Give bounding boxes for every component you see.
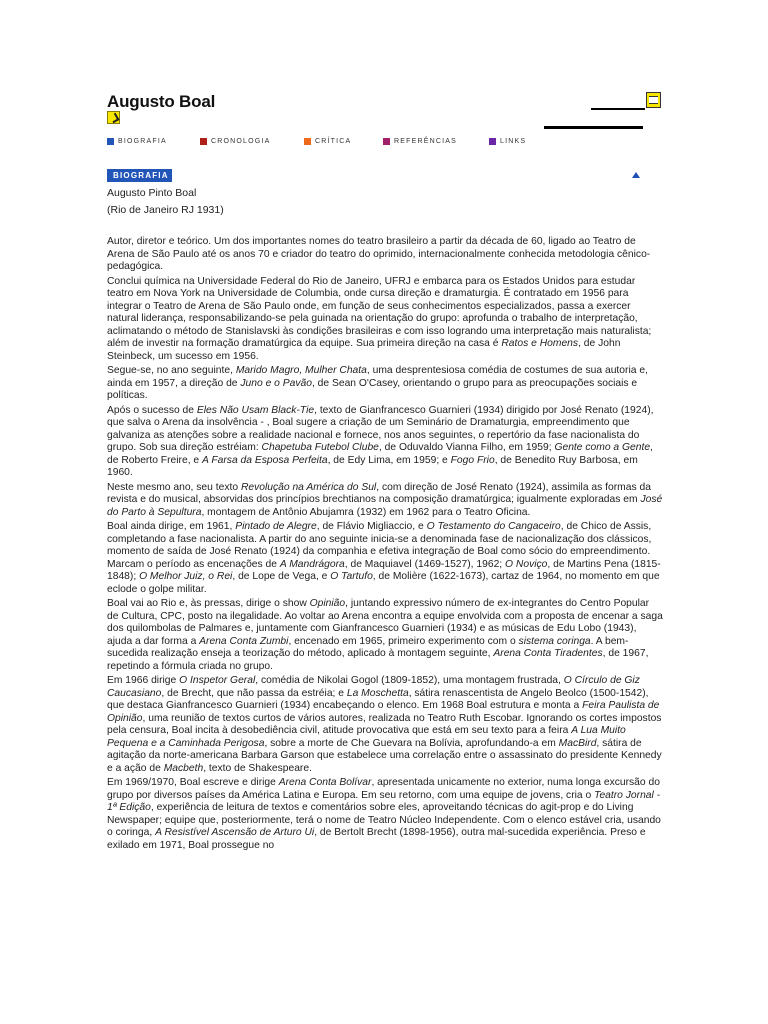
text-run: Conclui química na Universidade Federal do Rio de Janeiro, UFRJ e embarca para os Estados Unidos para estudar teatro em Nova York na Universidade de Columbia, onde cursa direção e dramaturgia. É contratado em 1956 para integrar o Teatro de Arena de São Paulo onde, em função de seus conhecimentos especializados, passa a exercer natural liderança, responsabilizando-se pela guinada na orientação do grupo: aprofunda o trabalho de interpretação, aclimatando o método de Stanislavski às condições brasileiras e com isso logrando uma interpretação mais naturalista; além de investir na formação dramatúrgica da equipe. Sua primeira direção na casa é (107, 275, 652, 349)
biography-paragraph (107, 365, 663, 403)
text-run: Autor, diretor e teórico. Um dos importantes nomes do teatro brasileiro a partir da década de 60, ligado ao Teatro de Arena de São Paulo até os anos 70 e criador do teatro do oprimido, internacionalmente conhecida metodologia cênico-pedagógica. (107, 236, 651, 272)
work-title: Pintado de Alegre (235, 521, 317, 532)
text-run: Após o sucesso de (107, 404, 197, 416)
work-title: Fogo Frio (450, 454, 495, 466)
nav-square-icon (200, 138, 207, 145)
biography-paragraph (107, 598, 663, 673)
work-title: José do Parto à Sepultura (107, 494, 663, 518)
text-run: Boal ainda dirige, em 1961, (107, 521, 236, 532)
work-title: A Lua Muito Pequena e a Caminhada Perigosa (107, 725, 626, 749)
print-icon[interactable] (646, 92, 661, 108)
text-run: , de John Steinbeck, um sucesso em 1956. (107, 338, 621, 362)
text-run: , juntando expressivo número de ex-integrantes do Centro Popular de Cultura, CPC, posto na ilegalidade. Ao voltar ao Arena encontra a equipe envolvida com a proposta de encenar a saga dos quilombolas de Palmares e, juntamente com Gianfrancesco Guarnieri (1934) e as músicas de Edu Lobo (1943), ajuda a dar forma a (107, 598, 663, 647)
work-title: sistema coringa (518, 635, 591, 647)
text-run: Boal vai ao Rio e, às pressas, dirige o show (107, 598, 310, 609)
text-run: Em 1969/1970, Boal escreve e dirige (107, 777, 279, 788)
nav-label: REFERÊNCIAS (394, 137, 457, 145)
text-run: , de 1967, repetindo a fórmula criada no grupo. (107, 648, 649, 672)
text-run: Em 1966 dirige (107, 675, 180, 686)
work-title: O Círculo de Giz Caucasiano (107, 675, 640, 699)
biography-paragraph (107, 777, 663, 852)
text-run: , de Molière (1622-1673), cartaz de 1964, no momento em que eclode o golpe militar. (107, 571, 660, 595)
work-title: Arena Conta Bolívar (278, 777, 372, 788)
work-title: A Farsa da Esposa Perfeita (202, 454, 328, 466)
text-run: , encenado em 1965, primeiro experimento com o (288, 635, 519, 647)
work-title: Arena Conta Zumbi (199, 635, 289, 647)
nav-label: LINKS (500, 137, 527, 145)
section-label: BIOGRAFIA (113, 171, 169, 180)
text-run: , de Edy Lima, em 1959; e (327, 454, 451, 466)
text-run: , de Bertolt Brecht (1898-1956), outra mal-sucedida experiência. Preso e exilado em 1971, Boal prossegue no (107, 827, 646, 851)
section-nav (0, 135, 768, 147)
text-run: Segue-se, no ano seguinte, (107, 365, 236, 376)
nav-item-cronologia[interactable] (200, 135, 270, 147)
header-divider (591, 108, 645, 110)
biography-paragraph (107, 482, 663, 520)
back-to-top-arrow-icon[interactable] (632, 172, 640, 178)
text-run: , sátira renascentista de Angelo Beolco (1500-1542), que destaca Gianfrancesco Guarnieri (1934) encabeçando o elenco. Em 1968 Boal estrutura e monta a (107, 687, 649, 711)
text-run: , texto de Gianfrancesco Guarnieri (1934) dirigido por José Renato (1924), que salva o Arena da insolvência - , Boal sugere a criação de um Seminário de Dramaturgia, empreendimento que galvaniza as atenções sobre a realidade nacional e fornece, nos anos seguintes, o repertório da fase nacionalista do grupo. Sob sua direção estréiam: (107, 404, 654, 453)
text-run: , uma reunião de textos curtos de vários autores, realizada no Teatro Ruth Escobar. Ignorando os cortes impostos pela censura, Boal incita à desobediência civil, atitude provocativa que está em seu texto para a feira (107, 712, 662, 736)
text-run: Neste mesmo ano, seu texto (107, 481, 241, 493)
nav-square-icon (383, 138, 390, 145)
nav-square-icon (304, 138, 311, 145)
text-run: , montagem de Antônio Abujamra (1932) em 1962 para o Teatro Oficina. (201, 506, 531, 518)
work-title: Eles Não Usam Black-Tie (196, 404, 315, 416)
page-title: Augusto Boal (107, 92, 216, 111)
biography-paragraph (107, 405, 663, 480)
text-run: , de Oduvaldo Vianna Filho, em 1959; (378, 442, 555, 453)
work-title: Macbeth (163, 762, 204, 774)
text-run: , de Brecht, que não passa da estréia; e (161, 687, 347, 699)
work-title: MacBird (558, 737, 597, 749)
text-run: , de Flávio Migliaccio, e (316, 521, 427, 532)
nav-item-referencias[interactable] (383, 135, 457, 147)
work-title: Chapetuba Futebol Clube (261, 442, 379, 453)
text-run: , texto de Shakespeare. (203, 762, 312, 774)
text-run: , de Chico de Assis, completando a fase nacionalista. A partir do ano seguinte inicia-se a denominada fase de nacionalização dos clássicos, momento de saída de José Renato (1924) da companhia e efetiva integração de Boal como sócio do empreendimento. Marcam o período as encenações de (107, 521, 652, 570)
section-header-bar (107, 169, 172, 182)
nav-item-links[interactable] (489, 135, 526, 147)
text-run: , com direção de José Renato (1924), assimila as formas da revista e do musical, absorvidas dos princípios brechtianos na composição dramatúrgica; igualmente exploradas em (107, 481, 651, 505)
text-run: , uma desprentesiosa comédia de costumes de sua autoria e, ainda em 1957, a direção de (107, 365, 648, 389)
work-title: A Mandrágora (279, 558, 345, 570)
biography-paragraph (107, 521, 663, 596)
biography-paragraph (107, 276, 663, 364)
work-title: Revolução na América do Sul (240, 481, 377, 493)
nav-label: BIOGRAFIA (118, 137, 167, 145)
text-run: , de Roberto Freire, e (107, 442, 653, 466)
biography-text (107, 236, 663, 854)
text-run: , apresentada unicamente no exterior, numa longa excursão do grupo por diversos países da América Latina e Europa. Em seu retorno, com uma equipe de jovens, cria o (107, 777, 660, 801)
work-title: O Testamento do Cangaceiro (426, 521, 561, 532)
nav-item-critica[interactable] (304, 135, 351, 147)
text-run: , comédia de Nikolai Gogol (1809-1852), uma montagem frustrada, (255, 675, 564, 686)
work-title: Ratos e Homens (501, 338, 579, 349)
work-title: Arena Conta Tiradentes (493, 648, 603, 659)
work-title: La Moschetta (346, 687, 409, 699)
nav-label: CRÍTICA (315, 137, 352, 145)
full-name: Augusto Pinto Boal (107, 187, 197, 199)
nav-label: CRONOLOGIA (211, 137, 271, 145)
work-title: O Inspetor Geral (179, 675, 256, 686)
text-run: , sátira de agitação da norte-americana Barbara Garson que estabelece uma correlação entre o assassinato do presidente Kennedy e a ação de (107, 737, 662, 774)
nav-item-biografia[interactable] (107, 135, 167, 147)
work-title: Marido Magro, Mulher Chata (235, 365, 367, 376)
work-title: Opinião (309, 598, 346, 609)
biography-paragraph (107, 236, 663, 274)
biography-paragraph (107, 675, 663, 775)
text-run: , de Benedito Ruy Barbosa, em 1960. (107, 454, 638, 478)
work-title: O Noviço (505, 558, 548, 570)
nav-square-icon (107, 138, 114, 145)
text-run: , de Maquiavel (1469-1527), 1962; (344, 558, 506, 570)
work-title: O Tartufo (330, 571, 373, 582)
birth-info: (Rio de Janeiro RJ 1931) (107, 204, 224, 216)
text-run: , sobre a morte de Che Guevara na Bolívia, aprofundando-a em (264, 737, 559, 749)
work-title: Gente como a Gente (554, 442, 651, 453)
work-title: O Melhor Juiz, o Rei (139, 571, 233, 582)
header-divider-lower (544, 126, 643, 129)
text-run: . A bem-sucedida realização enseja a teorização do método, aplicado à montagem seguinte, (107, 635, 629, 659)
text-run: , de Lope de Vega, e (232, 571, 331, 582)
text-run: , experiência de leitura de textos e comentários sobre eles, aproveitando técnicas do agit-prop e do Living Newspaper; equipe que, posteriormente, terá o nome de Teatro Núcleo Independente. Com o elenco estável cria, usando o coringa, (107, 802, 661, 838)
work-title: Feira Paulista de Opinião (107, 700, 660, 724)
text-run: , de Sean O'Casey, orientando o grupo para as preocupações sociais e políticas. (107, 377, 638, 401)
nav-square-icon (489, 138, 496, 145)
text-run: , de Martins Pena (1815-1848); (107, 558, 661, 582)
work-title: Juno e o Pavão (240, 377, 312, 389)
work-title: A Resistível Ascensão de Arturo Ui (155, 827, 315, 838)
highlight-pen-icon[interactable] (107, 111, 120, 124)
work-title: Teatro Jornal - 1ª Edição (107, 789, 661, 813)
